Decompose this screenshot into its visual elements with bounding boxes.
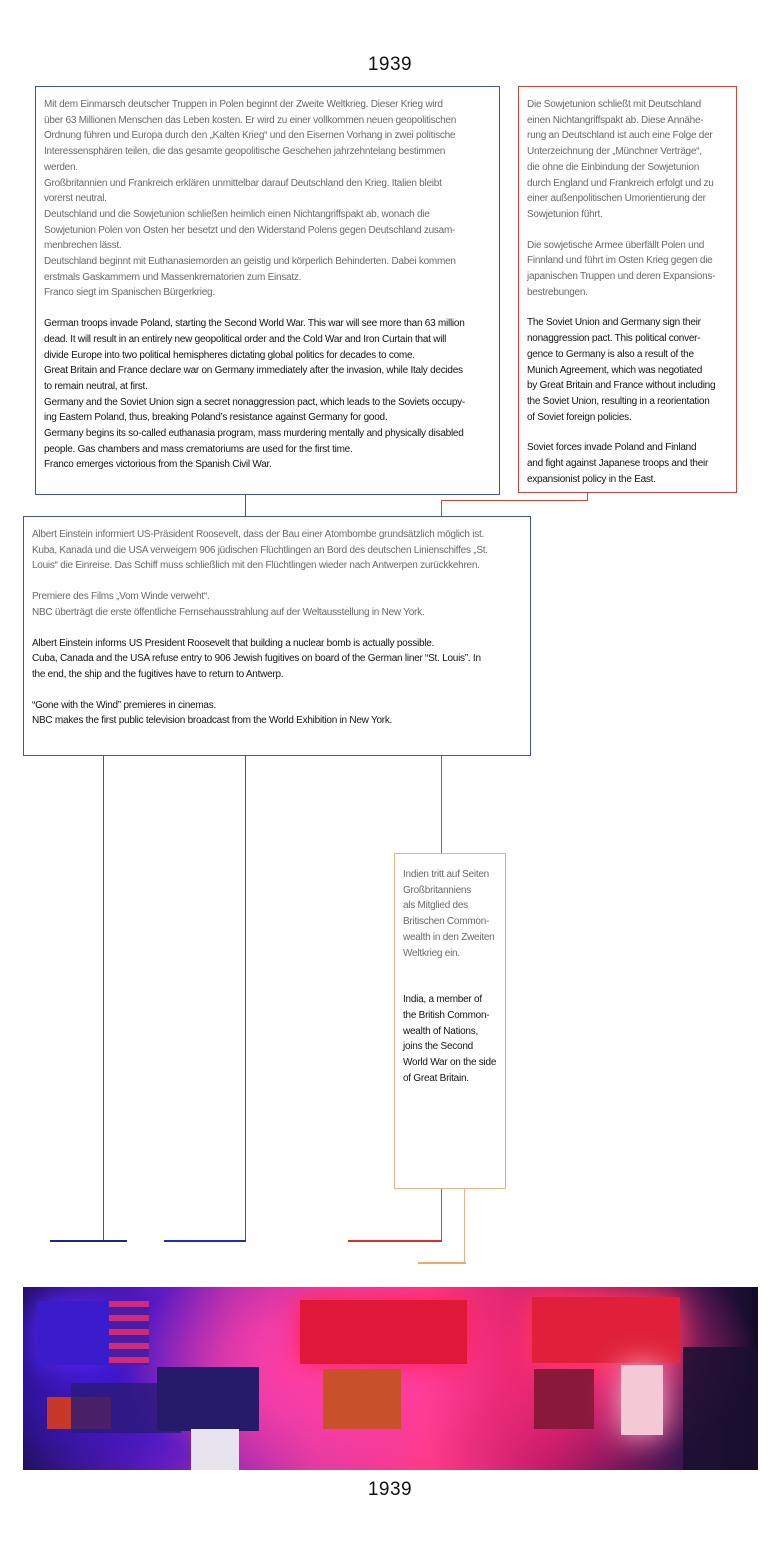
soviet-english-text-1: The Soviet Union and Germany sign their nonaggression pact. This political conver- gence to Germany is also a result of the Munich Agreement, which was negotiated by Great Britain and France without including the Soviet Union, resulting in a reorientation of Soviet foreign policies. bbox=[527, 317, 716, 423]
culture-english-text-2: “Gone with the Wind” premieres in cinemas. NBC makes the first public television broadcast from the World Exhibition in New York. bbox=[32, 699, 393, 727]
world-events-english-text: German troops invade Poland, starting the Second World War. This war will see more than 63 million dead. It will result in an entirely new geopolitical order and the Cold War and Iron Curtain that will divide Europe into two political hemispheres dictating global politics for decades to come. Great Britain and France declare war on Germany immediately after the invasion, while Italy decides to remain neutral, at first. Germany and the Soviet Union sign a secret nonaggression pact, which leads to the Soviets occupy- ing Eastern Poland, thus, breaking Poland’s resistance against Germany for good. Germany begins its so-called euthanasia program, mass murdering mentally and physically disabled people. Gas chambers and mass crematoriums are used for the first time. Franco emerges victorious from the Spanish Civil War. bbox=[44, 318, 465, 471]
world-events-box bbox=[35, 86, 500, 495]
art-block-stripes bbox=[109, 1301, 149, 1365]
world-events-german-text: Mit dem Einmarsch deutscher Truppen in Polen beginnt der Zweite Weltkrieg. Dieser Krieg wird über 63 Millionen Menschen das Leben kosten. Er wird zu einer vollkommen neuen geopolitischen Ordnung führen und Europa durch den „Kalten Krieg“ und den Eisernen Vorhang in zwei politische Interessensphären teilen, die das gesamte geopolitische Geschehen jahrzehntelang bestimmen werden. Großbritannien und Frankreich erklären unmittelbar darauf Deutschland den Krieg. Italien bleibt vorerst neutral. Deutschland und die Sowjetunion schließen heimlich einen Nichtangriffspakt ab, wonach die Sowjetunion Polen von Osten her besetzt und den Widerstand Polens gegen Deutschland zusam- menbrechen lässt. Deutschland beginnt mit Euthanasiemorden an geistig und körperlich Behinderten. Dabei kommen erstmals Gaskammern und Massenkrematorien zum Einsatz. Franco siegt im Spanischen Bürgerkrieg. bbox=[44, 99, 457, 299]
soviet-german-text-2: Die sowjetische Armee überfällt Polen und Finnland und führt im Osten Krieg gegen die japanischen Truppen und deren Expansions- bestrebungen. bbox=[527, 239, 716, 298]
soviet-english-text-2: Soviet forces invade Poland and Finland and fight against Japanese troops and their expansionist policy in the East. bbox=[527, 442, 709, 485]
art-block-dark-right bbox=[683, 1347, 758, 1470]
art-block-orange-center bbox=[323, 1369, 401, 1429]
timeline-stem-soviet-lower bbox=[441, 1189, 442, 1241]
art-block-navy bbox=[157, 1367, 259, 1431]
art-block-blue bbox=[37, 1301, 109, 1365]
art-block-red-right bbox=[532, 1297, 680, 1363]
connector-soviet-to-culture bbox=[441, 500, 442, 516]
culture-german-text-2: Premiere des Films „Vom Winde verweht“. NBC überträgt die erste öffentliche Fernsehausstrahlung auf der Weltausstellung in New York. bbox=[32, 591, 425, 618]
timeline-base-culture bbox=[50, 1240, 127, 1242]
timeline-base-world bbox=[164, 1240, 246, 1242]
timeline-stem-india bbox=[464, 1189, 465, 1263]
abstract-artwork-image bbox=[23, 1287, 758, 1470]
culture-german-text-1: Albert Einstein informiert US-Präsident Roosevelt, dass der Bau einer Atombombe grundsätzlich möglich ist. Kuba, Kanada und die USA verweigern 906 jüdischen Flüchtlingen an Bord des deutschen Linienschiffes „St. Louis“ die Einreise. Das Schiff muss schließlich mit den Flüchtlingen wieder nach Antwerpen zurückkehren. bbox=[32, 529, 488, 572]
page-title-year: 1939 bbox=[367, 54, 413, 75]
art-block-red-top bbox=[300, 1300, 467, 1364]
connector-soviet-horizontal bbox=[441, 500, 588, 501]
soviet-german-text-1: Die Sowjetunion schließt mit Deutschland einen Nichtangriffspakt ab. Diese Annähe- rung an Deutschland ist auch eine Folge der Unterzeichnung der „Münchner Verträge“, die ohne die Einbindung der Sowjetunion durch England und Frankreich erfolgt und zu einer außenpolitischen Umorientierung der Sowjetunion führt. bbox=[527, 99, 714, 220]
timeline-base-india bbox=[418, 1262, 466, 1264]
connector-world-to-culture bbox=[245, 495, 246, 516]
art-block-white-left bbox=[191, 1429, 239, 1470]
footer-year: 1939 bbox=[367, 1479, 413, 1500]
soviet-union-box bbox=[518, 86, 737, 493]
timeline-base-soviet bbox=[348, 1240, 442, 1242]
art-block-maroon bbox=[534, 1369, 594, 1429]
culture-english-text-1: Albert Einstein informs US President Roosevelt that building a nuclear bomb is actually possible. Cuba, Canada and the USA refuse entry to 906 Jewish fugitives on board of the German liner “St. Louis”. In the end, the ship and the fugitives have to return to Antwerp. bbox=[32, 637, 481, 680]
art-block-pale bbox=[621, 1365, 663, 1435]
timeline-stem-soviet bbox=[441, 756, 442, 853]
india-german-text: Indien tritt auf Seiten Großbritanniens als Mitglied des Britischen Common- wealth in den Zweiten Weltkrieg ein. bbox=[403, 869, 495, 959]
india-box bbox=[394, 853, 506, 1189]
timeline-stem-culture bbox=[103, 756, 104, 1241]
culture-science-box bbox=[23, 516, 531, 756]
timeline-stem-world bbox=[245, 756, 246, 1241]
india-english-text: India, a member of the British Common- wealth of Nations, joins the Second World War on the side of Great Britain. bbox=[403, 994, 497, 1084]
